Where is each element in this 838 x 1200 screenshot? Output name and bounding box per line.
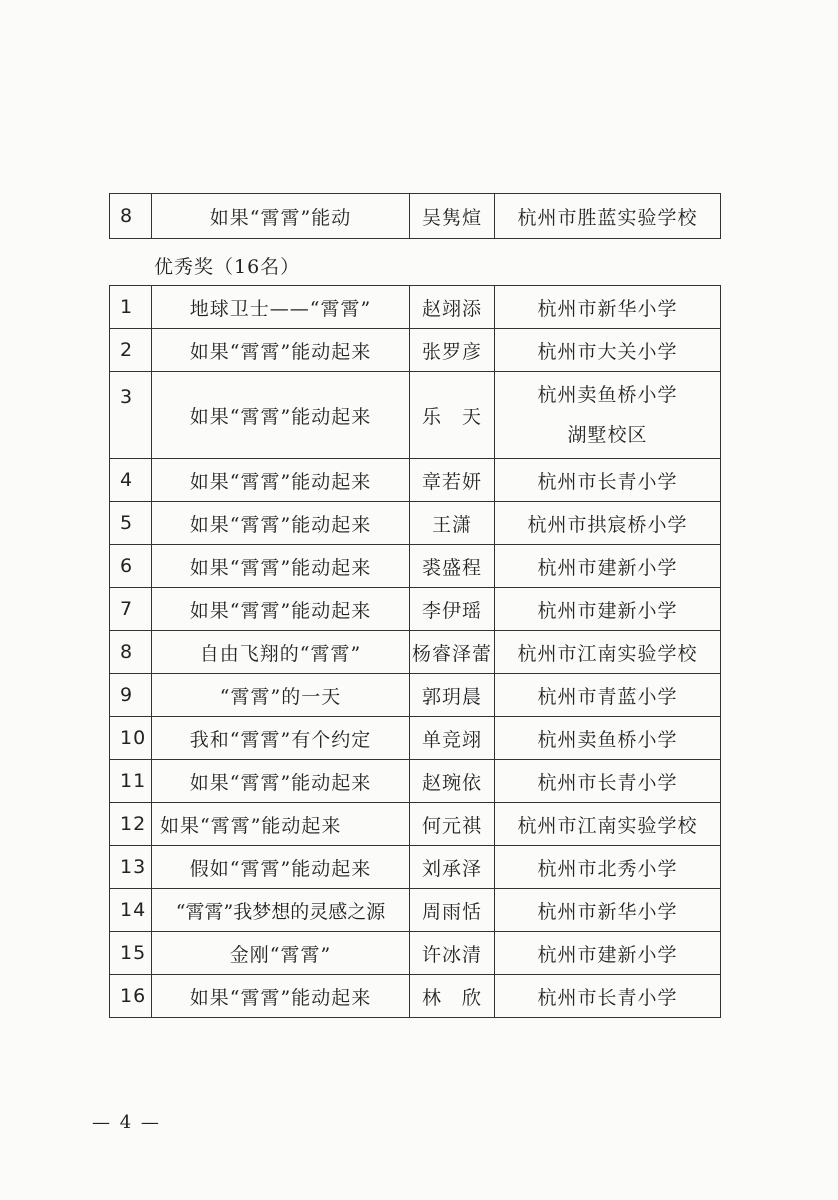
student-name: 杨睿泽蕾 (410, 631, 495, 674)
row-number: 5 (110, 502, 152, 545)
table-row (110, 889, 721, 932)
row-number: 12 (110, 803, 152, 846)
row-number: 4 (110, 459, 152, 502)
student-name: 林 欣 (410, 975, 495, 1018)
work-title: 地球卫士——“霄霄” (152, 286, 410, 329)
student-name: 吴隽煊 (410, 194, 495, 239)
student-name: 刘承泽 (410, 846, 495, 889)
table-row (110, 760, 721, 803)
section-heading: 优秀奖（16名） (154, 256, 301, 278)
work-title: 如果“霄霄”能动 (152, 194, 410, 239)
work-title: 如果“霄霄”能动起来 (152, 545, 410, 588)
student-name: 许冰清 (410, 932, 495, 975)
row-number: 7 (110, 588, 152, 631)
table-row (110, 932, 721, 975)
table-row (110, 286, 721, 329)
table-row (110, 846, 721, 889)
school-name: 杭州市拱宸桥小学 (495, 502, 721, 545)
work-title: 金刚“霄霄” (152, 932, 410, 975)
table-row (110, 502, 721, 545)
row-number: 16 (110, 975, 152, 1018)
school-name: 杭州市胜蓝实验学校 (495, 194, 721, 239)
row-number: 6 (110, 545, 152, 588)
row-number: 13 (110, 846, 152, 889)
school-name: 杭州市建新小学 (495, 545, 721, 588)
school-name-line-2: 湖墅校区 (567, 424, 648, 446)
table-row (110, 545, 721, 588)
school-name: 杭州市新华小学 (495, 889, 721, 932)
page-number: — 4 — (92, 1112, 161, 1133)
work-title: 如果“霄霄”能动起来 (152, 803, 410, 846)
row-number: 1 (110, 286, 152, 329)
table-row (110, 803, 721, 846)
school-name (495, 372, 721, 459)
row-number: 2 (110, 329, 152, 372)
school-name-line-1: 杭州卖鱼桥小学 (537, 384, 678, 406)
student-name: 赵琬依 (410, 760, 495, 803)
award-table-continued (109, 193, 721, 239)
row-number: 14 (110, 889, 152, 932)
student-name: 单竞翊 (410, 717, 495, 760)
school-name: 杭州市建新小学 (495, 932, 721, 975)
row-number: 8 (110, 194, 152, 239)
work-title: 如果“霄霄”能动起来 (152, 975, 410, 1018)
work-title: 如果“霄霄”能动起来 (152, 459, 410, 502)
student-name: 章若妍 (410, 459, 495, 502)
table-row (110, 975, 721, 1018)
table-row (110, 588, 721, 631)
work-title: 假如“霄霄”能动起来 (152, 846, 410, 889)
school-name: 杭州市大关小学 (495, 329, 721, 372)
table-row (110, 674, 721, 717)
student-name: 王潇 (410, 502, 495, 545)
table-row (110, 717, 721, 760)
school-name: 杭州市建新小学 (495, 588, 721, 631)
student-name: 赵翊添 (410, 286, 495, 329)
work-title: “霄霄”我梦想的灵感之源 (152, 889, 410, 932)
school-name: 杭州市新华小学 (495, 286, 721, 329)
student-name: 何元祺 (410, 803, 495, 846)
student-name: 郭玥晨 (410, 674, 495, 717)
school-name: 杭州市长青小学 (495, 459, 721, 502)
student-name: 李伊瑶 (410, 588, 495, 631)
school-name: 杭州市江南实验学校 (495, 803, 721, 846)
work-title: 如果“霄霄”能动起来 (152, 588, 410, 631)
table-row (110, 329, 721, 372)
school-name: 杭州市青蓝小学 (495, 674, 721, 717)
work-title: 我和“霄霄”有个约定 (152, 717, 410, 760)
table-row (110, 194, 721, 239)
table-row (110, 631, 721, 674)
work-title: 如果“霄霄”能动起来 (152, 760, 410, 803)
work-title: 如果“霄霄”能动起来 (152, 372, 410, 459)
student-name: 乐 天 (410, 372, 495, 459)
student-name: 张罗彦 (410, 329, 495, 372)
row-number: 15 (110, 932, 152, 975)
row-number: 9 (110, 674, 152, 717)
work-title: 如果“霄霄”能动起来 (152, 502, 410, 545)
student-name: 周雨恬 (410, 889, 495, 932)
work-title: 自由飞翔的“霄霄” (152, 631, 410, 674)
excellence-award-table (109, 285, 721, 1018)
row-number: 10 (110, 717, 152, 760)
row-number: 3 (110, 372, 152, 459)
school-name: 杭州市长青小学 (495, 760, 721, 803)
row-number: 11 (110, 760, 152, 803)
school-name: 杭州市长青小学 (495, 975, 721, 1018)
table-row (110, 372, 721, 459)
work-title: “霄霄”的一天 (152, 674, 410, 717)
school-name: 杭州市北秀小学 (495, 846, 721, 889)
school-name: 杭州市江南实验学校 (495, 631, 721, 674)
work-title: 如果“霄霄”能动起来 (152, 329, 410, 372)
row-number: 8 (110, 631, 152, 674)
table-row (110, 459, 721, 502)
student-name: 裘盛程 (410, 545, 495, 588)
school-name: 杭州卖鱼桥小学 (495, 717, 721, 760)
